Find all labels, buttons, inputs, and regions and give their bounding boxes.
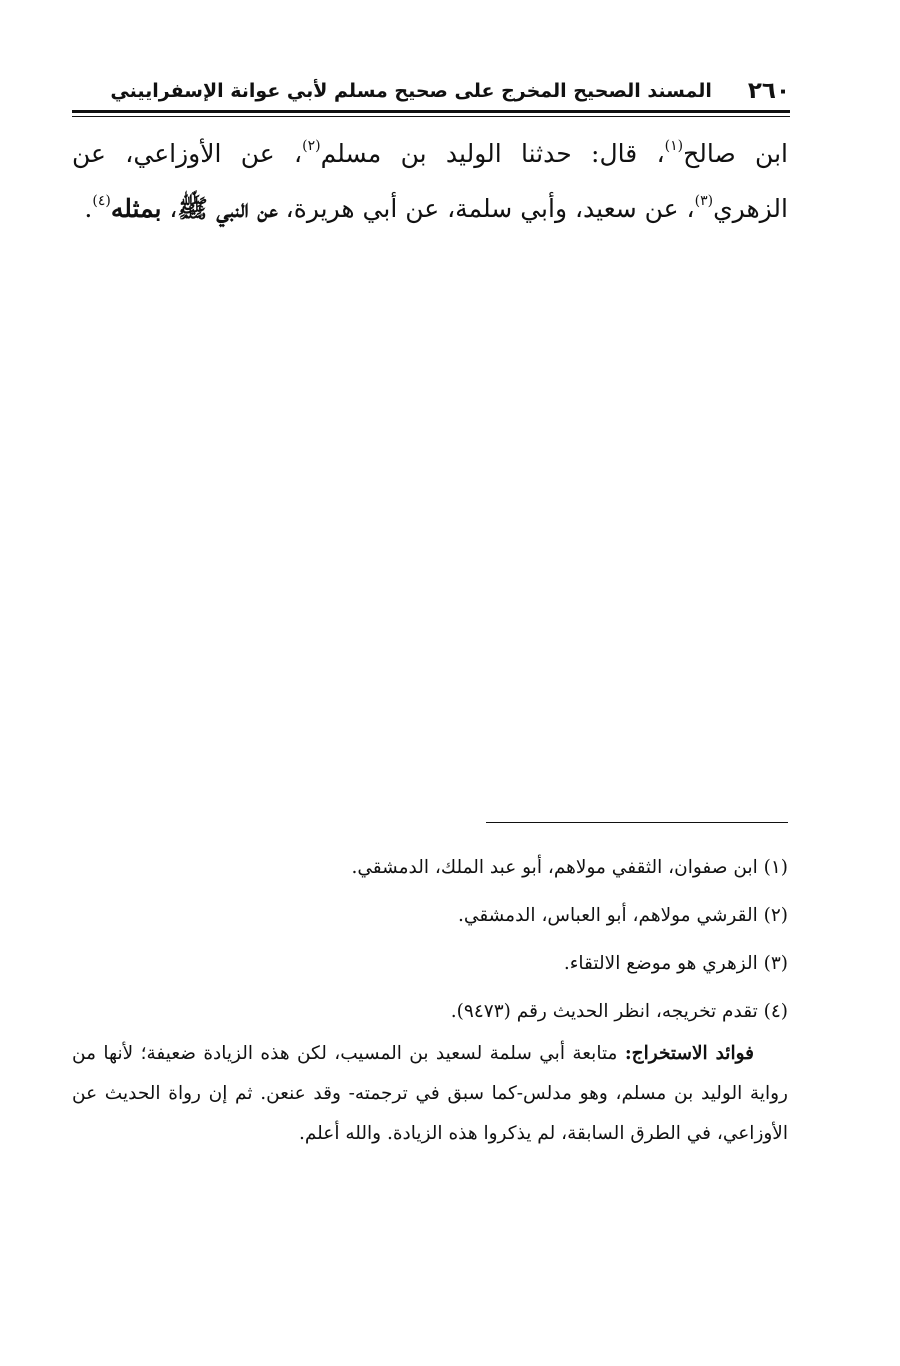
page-number: ٢٦٠ [747,78,790,104]
bold-phrase: عن النبي ﷺ [177,194,278,223]
text-segment: ، قال: حدثنا الوليد بن مسلم [320,139,665,168]
footnote-separator [486,822,788,823]
footnote-1: (١) ابن صفوان، الثقفي مولاهم، أبو عبد الملك، الدمشقي. [351,857,788,878]
extraction-benefits-label: فوائد الاستخراج: [624,1043,754,1064]
extraction-benefits [72,1034,788,1154]
text-segment: ، عن سعيد، وأبي سلمة، عن أبي هريرة، [277,194,695,223]
running-header [70,74,790,108]
extraction-benefits-text: متابعة أبي سلمة لسعيد بن المسيب، لكن هذه الزيادة ضعيفة؛ لأنها من رواية الوليد بن مسلم، وهو مدلس-كما سبق في ترجمته- وقد عنعن. ثم إن رواة الحديث عن الأوزاعي، في الطرق السابقة، لم يذكروا هذه الزيادة. والله أعلم. [72,1043,788,1144]
footnote-ref-2[interactable]: (٢) [302,138,321,154]
text-segment: ، [161,194,178,223]
footnote-ref-3[interactable]: (٣) [694,193,714,209]
footnote-ref-1[interactable]: (١) [664,138,684,154]
header-rule [72,110,790,113]
main-text [72,126,788,236]
header-rule-thin [72,116,790,117]
text-segment: ، عن الأوزاعي، عن الزهري [72,139,788,223]
footnote-3: (٣) الزهري هو موضع الالتقاء. [563,953,788,974]
text-segment: . [84,194,93,223]
text-segment: ابن صالح [683,139,788,168]
footnote-2: (٢) القرشي مولاهم، أبو العباس، الدمشقي. [458,905,788,926]
bold-phrase: بمثله [110,194,162,223]
book-title: المسند الصحيح المخرج على صحيح مسلم لأبي عوانة الإسفراييني [110,80,712,102]
footnote-4: (٤) تقدم تخريجه، انظر الحديث رقم (٩٤٧٣). [450,1001,788,1022]
footnotes [72,844,788,1036]
footnote-ref-4[interactable]: (٤) [92,193,111,209]
